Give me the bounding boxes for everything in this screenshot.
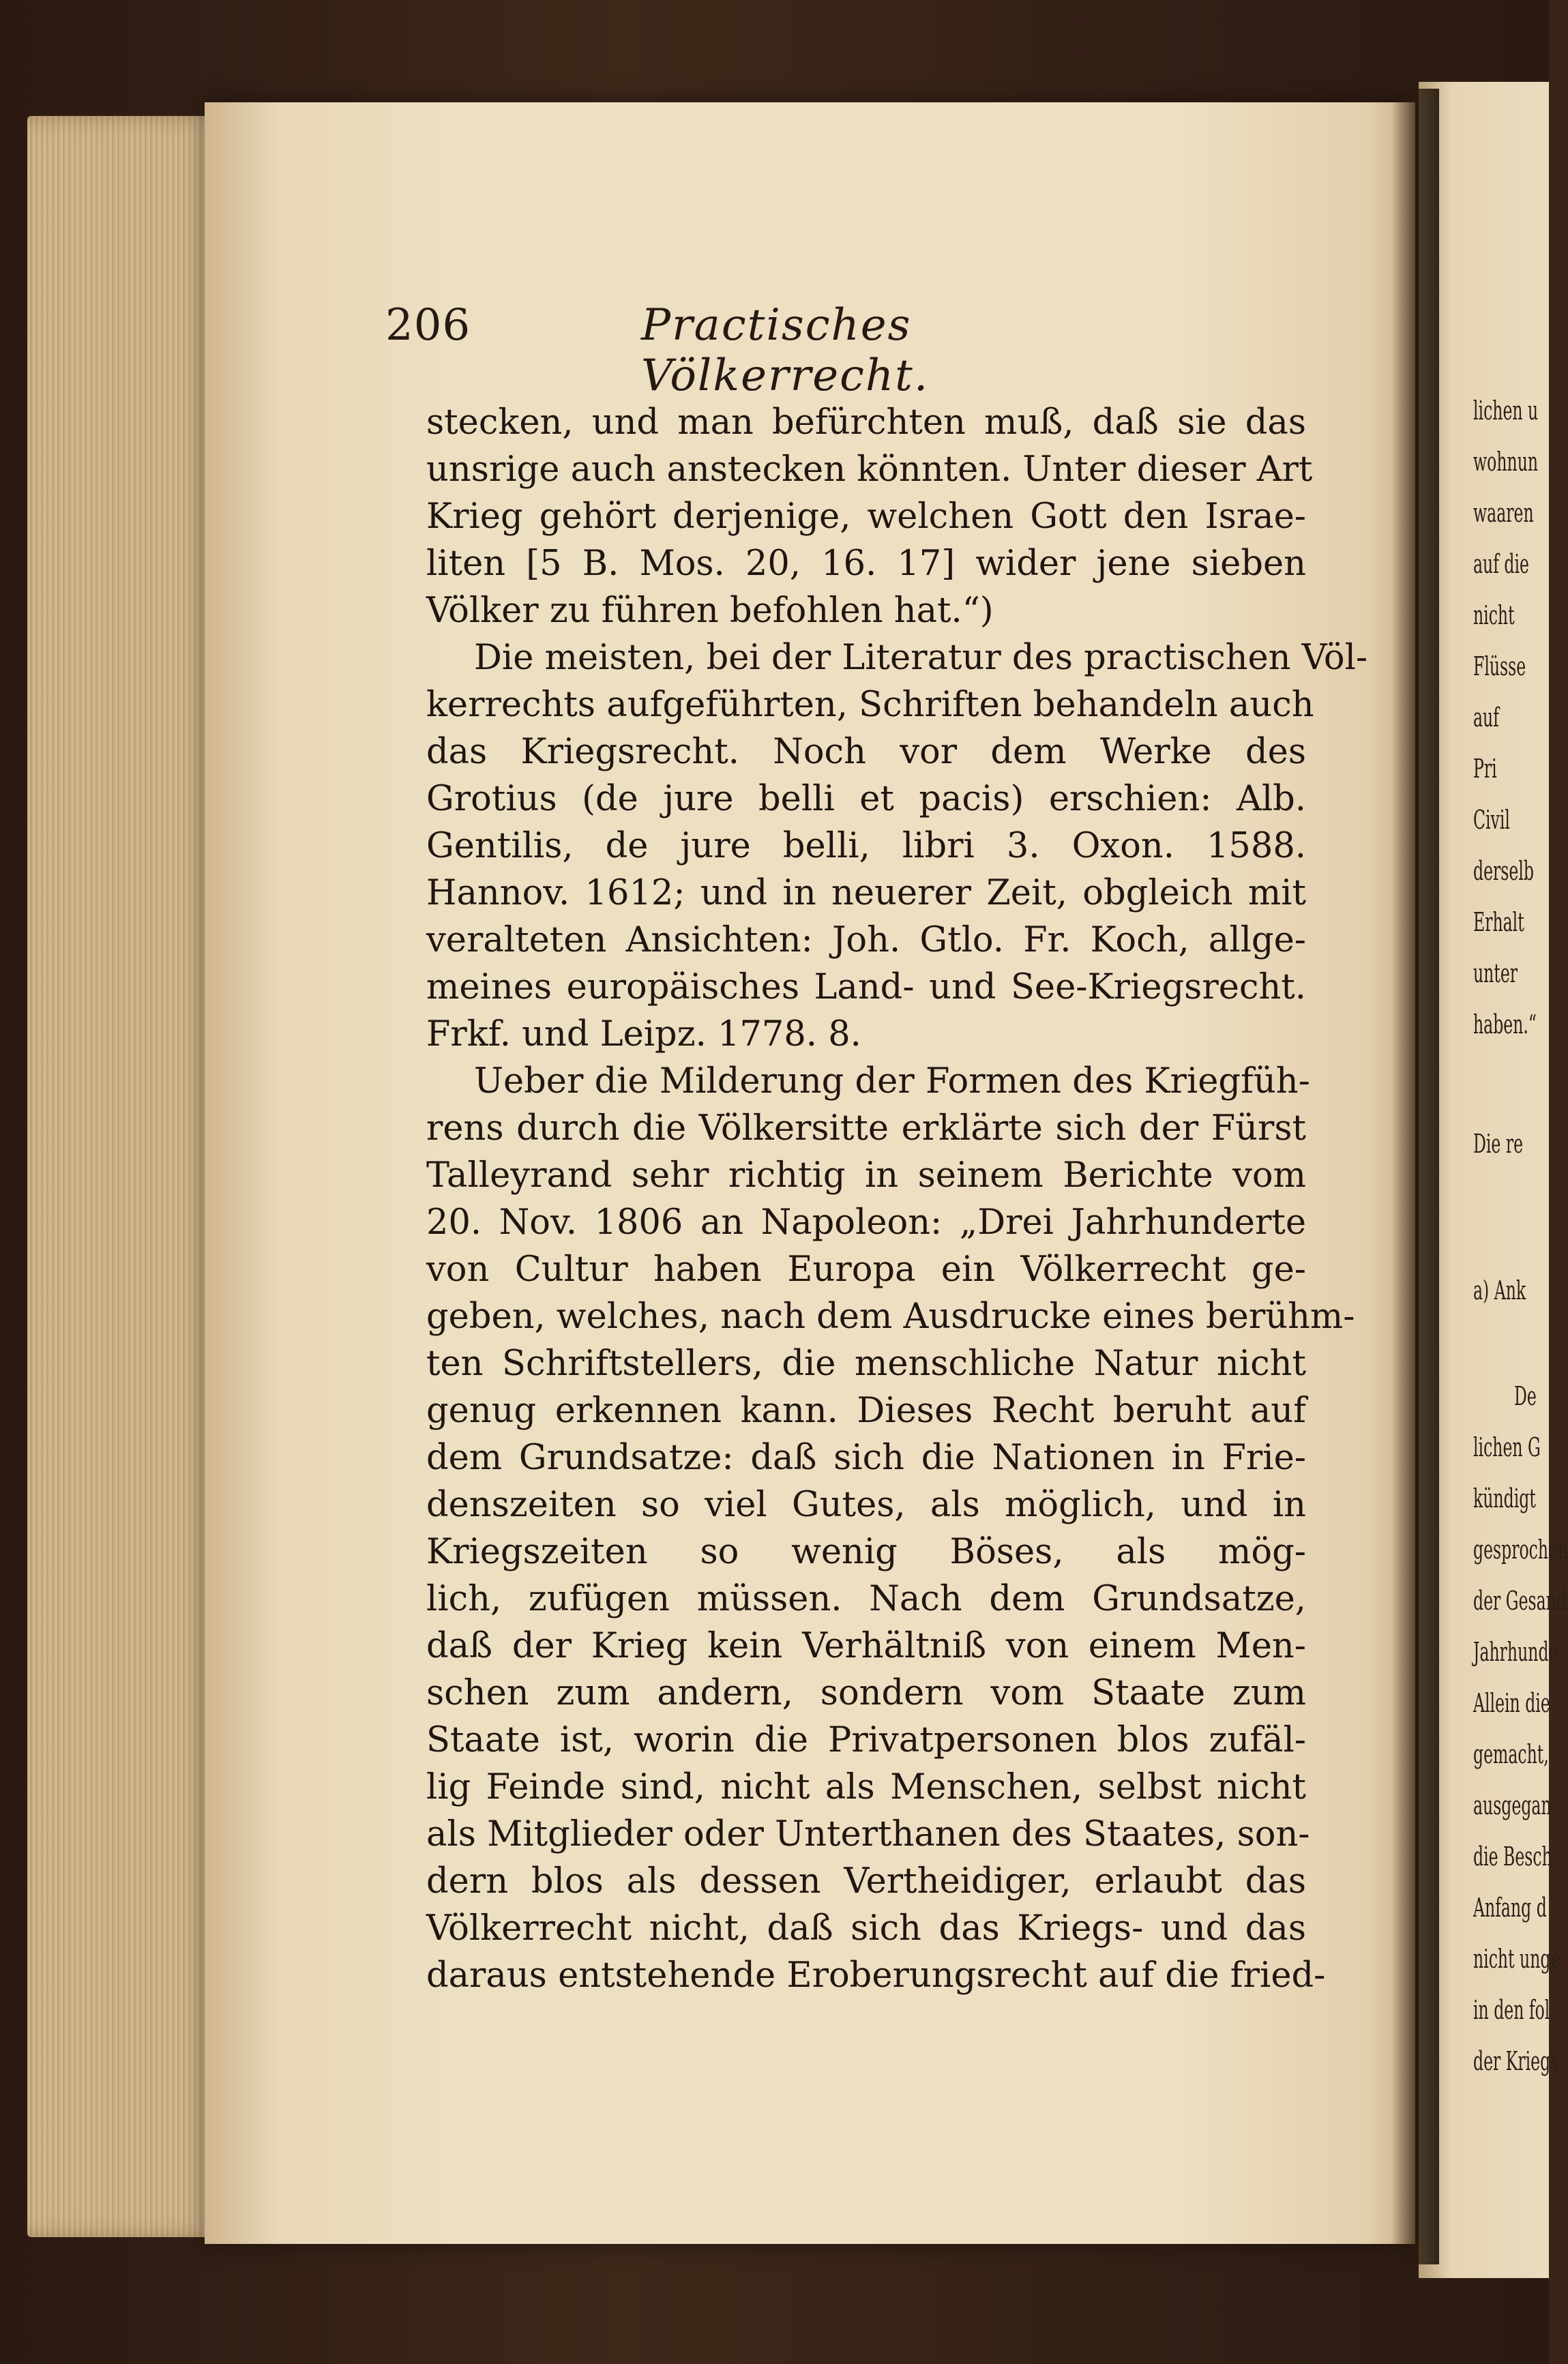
text-line: meines europäisches Land- und See-Kriegsrecht. [426,967,1306,1007]
text-line: Ueber die Milderung der Formen des Kriegfüh- [474,1061,1310,1102]
facing-fragment: unter [1473,958,1518,988]
text-line: kerrechts aufgeführten, Schriften behandeln auch [426,685,1314,725]
text-line: daß der Krieg kein Verhältniß von einem Men- [426,1626,1306,1666]
text-line: genug erkennen kann. Dieses Recht beruht auf [426,1391,1306,1431]
text-line: unsrige auch anstecken könnten. Unter dieser Art [426,449,1313,490]
facing-fragment: auf [1473,703,1499,733]
facing-fragment: nicht [1473,600,1515,630]
text-line: Kriegszeiten so wenig Böses, als mög- [426,1532,1306,1572]
facing-fragment: waaren [1473,498,1534,528]
facing-fragment: der Gesand [1473,1586,1567,1616]
text-line: geben, welches, nach dem Ausdrucke eines berühm- [426,1297,1355,1337]
facing-fragment: die Besch [1473,1842,1552,1872]
text-line: Krieg gehört derjenige, welchen Gott den Israe- [426,497,1306,537]
text-line: daraus entstehende Eroberungsrecht auf die fried- [426,1955,1326,1996]
text-line: liten [5 B. Mos. 20, 16. 17] wider jene sieben [426,544,1306,584]
text-line: Gentilis, de jure belli, libri 3. Oxon. 1588. [426,826,1306,866]
facing-fragment: Pri [1473,754,1497,784]
text-line: Staate ist, worin die Privatpersonen blos zufäl- [426,1720,1306,1760]
facing-fragment: Allein die [1473,1688,1550,1718]
text-line: Frkf. und Leipz. 1778. 8. [426,1014,861,1054]
facing-fragment: derselb [1473,856,1534,886]
text-line: dern blos als dessen Vertheidiger, erlaubt das [426,1861,1306,1902]
text-line: lig Feinde sind, nicht als Menschen, selbst nicht [426,1767,1306,1807]
facing-fragment: auf die [1473,549,1529,579]
text-line: von Cultur haben Europa ein Völkerrecht ge- [426,1250,1306,1290]
facing-fragment: wohnun [1473,447,1539,477]
text-line: Die meisten, bei der Literatur des practischen Völ- [474,638,1368,678]
facing-fragment: gesprochen [1473,1535,1568,1565]
text-line: stecken, und man befürchten muß, daß sie das [426,402,1306,443]
facing-fragment: kündigt [1473,1483,1536,1513]
text-line: das Kriegsrecht. Noch vor dem Werke des [426,732,1306,772]
facing-fragment: Die re [1473,1129,1524,1159]
text-line: denszeiten so viel Gutes, als möglich, und in [426,1485,1306,1525]
facing-fragment: haben.“ [1473,1009,1537,1039]
facing-fragment: in den fol [1473,1995,1550,2025]
text-line: als Mitglieder oder Unterthanen des Staates, son- [426,1814,1310,1855]
facing-fragment: Anfang d [1473,1893,1547,1923]
text-line: dem Grundsatze: daß sich die Nationen in Frie- [426,1438,1306,1478]
text-line: Talleyrand sehr richtig in seinem Berichte vom [426,1155,1306,1196]
book-gutter [1391,89,1439,2264]
facing-fragment: Civil [1473,805,1510,835]
facing-fragment: der Kriegs [1473,2046,1559,2076]
body-text [426,399,1368,1999]
page-number: 206 [385,300,471,351]
facing-fragment: lichen G [1473,1432,1541,1462]
facing-fragment: ausgegan [1473,1790,1552,1820]
facing-fragment: a) Ank [1473,1275,1526,1305]
text-line: Hannov. 1612; und in neuerer Zeit, obgleich mit [426,873,1306,913]
text-line: rens durch die Völkersitte erklärte sich der Fürst [426,1108,1306,1149]
facing-fragment: Flüsse [1473,651,1526,681]
page-block-edges [27,116,232,2237]
text-line: Grotius (de jure belli et pacis) erschien: Alb. [426,779,1306,819]
text-line: ten Schriftstellers, die menschliche Natur nicht [426,1344,1306,1384]
facing-fragment: gemacht, [1473,1739,1549,1769]
facing-fragment: Jahrhunde [1473,1637,1558,1667]
text-line: veralteten Ansichten: Joh. Gtlo. Fr. Koch, allge- [426,920,1306,960]
running-title: Practisches Völkerrecht. [641,300,930,401]
facing-fragment: lichen u [1473,396,1539,426]
text-line: schen zum andern, sondern vom Staate zum [426,1673,1306,1713]
text-line: 20. Nov. 1806 an Napoleon: „Drei Jahrhunderte [426,1202,1306,1243]
text-line: Völkerrecht nicht, daß sich das Kriegs- und das [426,1908,1306,1949]
facing-fragment: De [1514,1381,1537,1411]
text-line: Völker zu führen befohlen hat.“) [426,591,994,631]
facing-fragment: nicht unge [1473,1944,1560,1974]
facing-fragment: Erhalt [1473,907,1524,937]
text-line: lich, zufügen müssen. Nach dem Grundsatze, [426,1579,1306,1619]
running-head [385,300,1067,401]
